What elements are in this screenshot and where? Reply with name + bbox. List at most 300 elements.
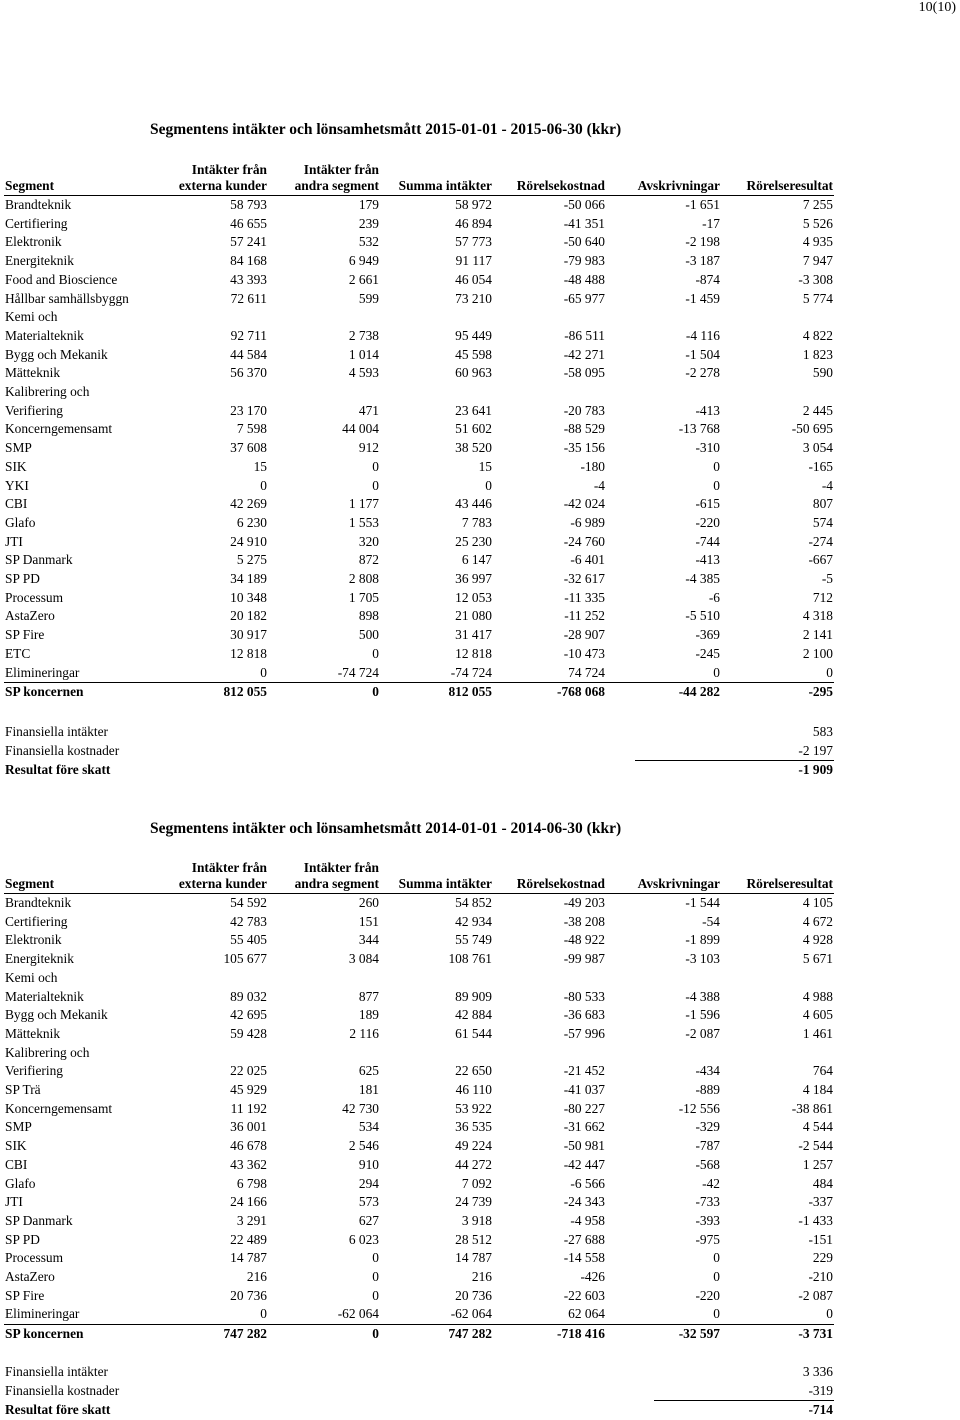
value-cell: -32 617 [563,571,605,587]
value-cell: 28 512 [455,1231,492,1247]
value-cell: -3 103 [685,951,720,967]
value-cell: 764 [812,1063,833,1079]
value-cell: 89 909 [455,988,492,1004]
table-row [4,271,834,290]
value-cell: -54 [702,913,720,929]
value-cell: 59 428 [230,1025,267,1041]
segment-table [4,162,834,702]
segment-name: Food and Bioscience [5,271,118,287]
value-cell [606,1044,721,1063]
value-cell: 6 798 [236,1175,267,1191]
value-cell: 30 917 [230,627,267,643]
value-cell: 5 275 [236,552,267,568]
value-cell: -49 203 [563,895,605,910]
column-header: Intäkter från externa kunder [178,860,267,891]
column-header: Intäkter från externa kunder [178,162,267,193]
table-row [4,913,834,932]
total-value: -768 068 [493,683,606,702]
value-cell: 1 705 [348,589,379,605]
column-header: Avskrivningar [637,876,720,891]
segment-name: Elimineringar [5,1306,80,1322]
value-cell: 92 711 [230,327,267,343]
value-cell [164,308,268,327]
segment-name: Processum [5,589,64,605]
value-cell: 46 054 [455,271,492,287]
table-row [4,950,834,969]
column-header: Rörelsekostnad [516,876,605,891]
value-cell: -10 473 [563,645,605,661]
value-cell: 0 [713,1269,720,1285]
column-header: Rörelsekostnad [516,178,605,193]
value-cell: 23 170 [230,402,267,418]
segment-name: Verifiering [5,1063,64,1079]
value-cell: 43 362 [230,1156,267,1172]
value-cell [721,1044,834,1063]
value-cell: 55 405 [230,932,267,948]
table-row [4,570,834,589]
table-row [4,626,834,645]
value-cell: 46 894 [455,215,492,231]
value-cell: -36 683 [563,1007,605,1023]
value-cell: 320 [358,533,379,549]
finance-value: -2 197 [798,742,833,758]
header-row [4,162,834,196]
total-value: 747 282 [380,1325,493,1344]
value-cell: 181 [358,1082,379,1098]
value-cell [380,969,493,988]
value-cell: 2 738 [348,327,379,343]
value-cell: 24 739 [455,1194,492,1210]
value-cell: 12 818 [230,645,267,661]
table-row [4,402,834,421]
segment-name: SP Trä [5,1082,41,1098]
segment-name: Verifiering [5,402,64,418]
table-row [4,1231,834,1250]
value-cell: 877 [358,988,379,1004]
value-cell: 21 080 [455,608,492,624]
value-cell: -889 [695,1082,720,1098]
segment-name: SP Fire [5,1287,45,1303]
column-header: Summa intäkter [398,178,492,193]
value-cell: -874 [695,271,720,287]
table-row [4,420,834,439]
value-cell: -74 724 [337,664,379,680]
value-cell: -274 [808,533,833,549]
total-value: 812 055 [380,683,493,702]
table-row [4,1156,834,1175]
value-cell: -413 [695,402,720,418]
value-cell: -1 504 [685,346,720,362]
value-cell: -1 459 [685,290,720,306]
value-cell: -210 [808,1269,833,1285]
value-cell: -733 [695,1194,720,1210]
segment-name: JTI [5,1194,23,1210]
value-cell: 4 822 [802,327,833,343]
value-cell: 89 032 [230,988,267,1004]
segment-name: Brandteknik [5,895,72,910]
value-cell: 46 655 [230,215,267,231]
segment-name: Bygg och Mekanik [5,1007,108,1023]
value-cell: -28 907 [563,627,605,643]
value-cell: 3 918 [461,1212,492,1228]
table-row [4,346,834,365]
value-cell: 24 166 [230,1194,267,1210]
value-cell: -79 983 [563,253,605,269]
value-cell: 484 [812,1175,833,1191]
value-cell: 5 526 [802,215,833,231]
segment-name: Glafo [5,514,36,530]
value-cell: -99 987 [563,951,605,967]
value-cell [606,383,721,402]
segment-name: Hållbar samhällsbyggn [5,290,129,306]
table-row [4,1175,834,1194]
value-cell: -2 087 [685,1025,720,1041]
value-cell: 1 257 [802,1156,833,1172]
value-cell: -3 187 [685,253,720,269]
segment-name: Elimineringar [5,664,80,680]
value-cell: 15 [253,458,267,474]
value-cell: -337 [808,1194,833,1210]
segment-name: JTI [5,533,23,549]
value-cell: 36 997 [455,571,492,587]
value-cell: 179 [358,197,379,212]
value-cell: 108 761 [448,951,492,967]
total-value: -44 282 [606,683,721,702]
segment-name: Energiteknik [5,253,74,269]
value-cell: 57 241 [230,234,267,250]
column-header: Segment [5,178,55,193]
value-cell: 84 168 [230,253,267,269]
table-row [4,196,834,215]
value-cell: 23 641 [455,402,492,418]
value-cell: 0 [260,477,267,493]
value-cell: 2 808 [348,571,379,587]
value-cell: -86 511 [564,327,605,343]
value-cell: -31 662 [563,1119,605,1135]
table-row [4,1044,834,1063]
value-cell: 4 544 [802,1119,833,1135]
value-cell [164,383,268,402]
table-row [4,645,834,664]
value-cell: 42 269 [230,496,267,512]
value-cell: 0 [713,1306,720,1322]
value-cell: -88 529 [563,421,605,437]
value-cell: -6 566 [570,1175,605,1191]
segment-name: SP Danmark [5,552,73,568]
value-cell: 54 852 [455,895,492,910]
table-row [4,589,834,608]
value-cell: 0 [372,1269,379,1285]
value-cell: 22 650 [455,1063,492,1079]
segment-name: Materialteknik [5,988,84,1004]
value-cell: 2 445 [802,402,833,418]
segment-name: SP Fire [5,627,45,643]
segment-name: YKI [5,477,29,493]
value-cell: 0 [372,645,379,661]
value-cell: -1 544 [685,895,720,910]
value-cell: 12 053 [455,589,492,605]
table-row [4,308,834,327]
segment-name: Elektronik [5,234,62,250]
value-cell: -393 [695,1212,720,1228]
value-cell: 0 [485,477,492,493]
table-row [4,439,834,458]
value-cell: -48 922 [563,932,605,948]
value-cell: 807 [812,496,833,512]
value-cell: 44 584 [230,346,267,362]
value-cell: 712 [812,589,833,605]
value-cell: 4 605 [802,1007,833,1023]
value-cell: 91 117 [455,253,492,269]
finance-value: -319 [808,1382,833,1398]
value-cell: 31 417 [455,627,492,643]
table-row [4,290,834,309]
value-cell [380,383,493,402]
value-cell [380,308,493,327]
value-cell: -50 640 [563,234,605,250]
value-cell: -65 977 [563,290,605,306]
value-cell: -220 [695,1287,720,1303]
value-cell: -24 760 [563,533,605,549]
value-cell: -3 308 [798,271,833,287]
result-label: Resultat före skatt [5,762,111,778]
value-cell: 471 [358,402,379,418]
finance-value: 3 336 [802,1364,833,1379]
value-cell: 24 910 [230,533,267,549]
value-cell: 2 661 [348,271,379,287]
value-cell: -151 [808,1231,833,1247]
financial-summary [4,1363,834,1420]
value-cell: -310 [695,440,720,456]
value-cell: 912 [358,440,379,456]
result-label: Resultat före skatt [5,1402,111,1418]
table-row [4,514,834,533]
value-cell: 42 783 [230,913,267,929]
value-cell: 58 793 [230,197,267,212]
value-cell: 44 004 [342,421,379,437]
table-row [4,1137,834,1156]
value-cell: -6 401 [570,552,605,568]
table-row [4,215,834,234]
value-cell: 3 084 [348,951,379,967]
value-cell: 0 [260,1306,267,1322]
value-cell: 0 [372,1287,379,1303]
value-cell: 38 520 [455,440,492,456]
value-cell: 42 934 [455,913,492,929]
value-cell: -2 278 [685,365,720,381]
value-cell: 0 [713,1250,720,1266]
segment-name: Kemi och [5,309,58,325]
value-cell: 105 677 [223,951,267,967]
segment-name: Koncerngemensamt [5,421,113,437]
segment-name: Glafo [5,1175,36,1191]
value-cell: 10 348 [230,589,267,605]
value-cell: -74 724 [450,664,492,680]
finance-label: Finansiella kostnader [5,1382,120,1398]
value-cell: 4 672 [802,913,833,929]
value-cell: 4 593 [348,365,379,381]
segment-name: Kemi och [5,969,58,985]
table-row [4,988,834,1007]
segment-name: Kalibrering och [5,1044,90,1060]
value-cell: 3 054 [802,440,833,456]
value-cell [493,383,606,402]
value-cell: -4 116 [685,327,720,343]
value-cell: 1 553 [348,514,379,530]
value-cell: 1 014 [348,346,379,362]
value-cell: -38 861 [791,1100,833,1116]
total-value: -3 731 [721,1325,834,1344]
column-header: Intäkter från andra segment [294,162,379,193]
segment-name: SP PD [5,1231,40,1247]
value-cell: -62 064 [337,1306,379,1322]
value-cell: 625 [358,1063,379,1079]
value-cell: -42 [702,1175,720,1191]
value-cell [268,969,380,988]
table-row [4,894,834,913]
value-cell [268,383,380,402]
table-row [4,1268,834,1287]
value-cell: 34 189 [230,571,267,587]
value-cell: 532 [358,234,379,250]
value-cell: 55 749 [455,932,492,948]
total-value: 812 055 [164,683,268,702]
segment-name: CBI [5,496,28,512]
segment-name: Processum [5,1250,64,1266]
value-cell: -434 [695,1063,720,1079]
value-cell: 22 489 [230,1231,267,1247]
value-cell: 7 092 [461,1175,492,1191]
value-cell: -62 064 [450,1306,492,1322]
column-header: Rörelseresultat [746,178,833,193]
value-cell: 20 736 [455,1287,492,1303]
value-cell: 0 [713,477,720,493]
value-cell: -38 208 [563,913,605,929]
total-value: 0 [268,1325,380,1344]
value-cell: -50 066 [563,197,605,212]
value-cell: 7 598 [236,421,267,437]
table-row [4,233,834,252]
value-cell: -5 [821,571,833,587]
segment-name: AstaZero [5,1269,55,1285]
value-cell: -35 156 [563,440,605,456]
value-cell: 216 [471,1269,492,1285]
total-row [4,683,834,702]
value-cell: 42 730 [342,1100,379,1116]
table-header [4,162,834,196]
value-cell: 7 255 [802,197,833,212]
value-cell [493,969,606,988]
table-row [4,607,834,626]
segment-name: ETC [5,645,31,661]
value-cell: 7 947 [802,253,833,269]
segment-name: Elektronik [5,932,62,948]
value-cell: -20 783 [563,402,605,418]
value-cell: 14 787 [230,1250,267,1266]
value-cell: -165 [808,458,833,474]
value-cell: -2 544 [798,1138,833,1154]
section-title: Segmentens intäkter och lönsamhetsmått 2014-01-01 - 2014-06-30 (kkr) [150,820,622,837]
value-cell: 260 [358,895,379,910]
value-cell [268,308,380,327]
value-cell: 43 446 [455,496,492,512]
value-cell: -12 556 [678,1100,720,1116]
value-cell: -11 252 [564,608,605,624]
value-cell: -180 [580,458,605,474]
table-row [4,364,834,383]
value-cell: 239 [358,215,379,231]
column-header: Intäkter från andra segment [294,860,379,891]
value-cell: -14 558 [563,1250,605,1266]
value-cell: 4 318 [802,608,833,624]
value-cell: -4 385 [685,571,720,587]
value-cell: 51 602 [455,421,492,437]
segment-name: SIK [5,1138,27,1154]
value-cell: 12 818 [455,645,492,661]
section-title: Segmentens intäkter och lönsamhetsmått 2015-01-01 - 2015-06-30 (kkr) [150,121,622,138]
table-row [4,1287,834,1306]
value-cell: -41 037 [563,1082,605,1098]
value-cell: -50 981 [563,1138,605,1154]
value-cell: 0 [372,458,379,474]
table-row [4,1212,834,1231]
table-row [4,533,834,552]
value-cell: 7 783 [461,514,492,530]
table-row [4,1006,834,1025]
total-value: 0 [268,683,380,702]
value-cell: 54 592 [230,895,267,910]
value-cell [493,1044,606,1063]
segment-name: SMP [5,440,32,456]
value-cell: -80 227 [563,1100,605,1116]
value-cell [721,969,834,988]
table-body [4,894,834,1344]
value-cell: 534 [358,1119,379,1135]
value-cell: 294 [358,1175,379,1191]
segment-table [4,860,834,1344]
value-cell [164,1044,268,1063]
table-row [4,551,834,570]
table-row [4,1305,834,1324]
value-cell: 872 [358,552,379,568]
value-cell: 5 774 [802,290,833,306]
table-row [4,1193,834,1212]
value-cell: -13 768 [678,421,720,437]
value-cell: 574 [812,514,833,530]
value-cell: -369 [695,627,720,643]
value-cell: 4 935 [802,234,833,250]
segment-name: SP Danmark [5,1212,73,1228]
value-cell: 0 [826,1306,833,1322]
value-cell: -6 [708,589,720,605]
table-row [4,383,834,402]
value-cell: 73 210 [455,290,492,306]
value-cell: 0 [372,1250,379,1266]
value-cell: 20 182 [230,608,267,624]
header-row [4,860,834,894]
value-cell: 36 001 [230,1119,267,1135]
value-cell: 61 544 [455,1025,492,1041]
value-cell: -744 [695,533,720,549]
column-header: Avskrivningar [637,178,720,193]
finance-value: 583 [812,724,833,739]
column-header: Rörelseresultat [746,876,833,891]
value-cell: -42 271 [563,346,605,362]
value-cell: -6 989 [570,514,605,530]
table-row [4,1062,834,1081]
table-row [4,1249,834,1268]
page-number: 10(10) [918,0,956,15]
